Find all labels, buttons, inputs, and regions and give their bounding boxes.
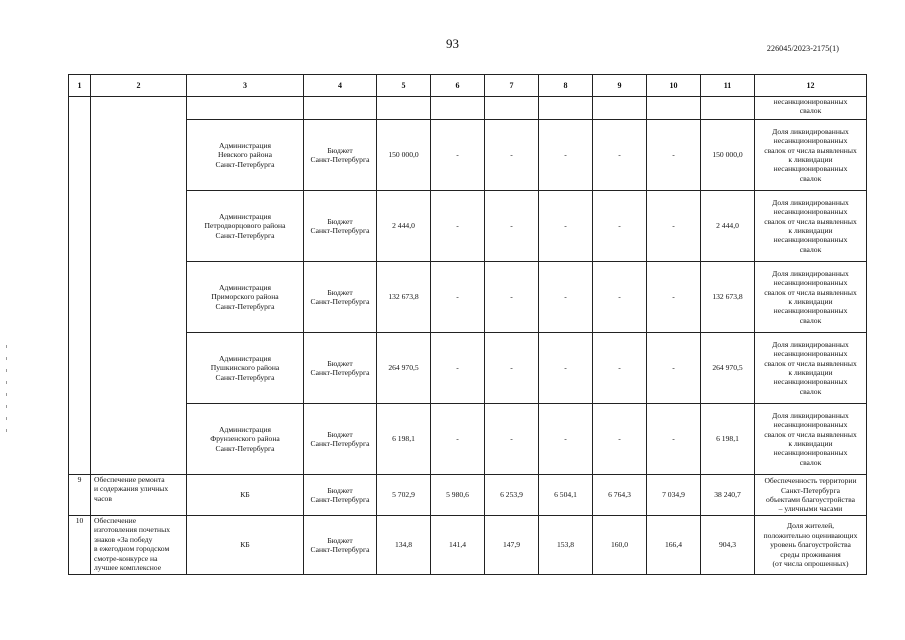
total-cell: 150 000,0 — [701, 120, 755, 191]
indicator-cell: Доля жителей, положительно оценивающих уровень благоустройства среды проживания (от числа опрошенных) — [755, 516, 867, 575]
source-cell: Бюджет Санкт-Петербурга — [304, 191, 377, 262]
value-cell: - — [431, 262, 485, 333]
value-cell: - — [647, 262, 701, 333]
value-cell: 5 702,9 — [377, 475, 431, 516]
value-cell — [701, 97, 755, 120]
source-cell: Бюджет Санкт-Петербурга — [304, 516, 377, 575]
executor-cell — [187, 97, 304, 120]
value-cell: 264 970,5 — [377, 333, 431, 404]
item-name-cell: Обеспечение изготовления почетных знаков «За победу в ежегодном городском смотре-конкурсе на лучшее комплексное — [91, 516, 187, 575]
total-cell: 38 240,7 — [701, 475, 755, 516]
total-cell: 904,3 — [701, 516, 755, 575]
indicator-text: несанкционированных свалок — [773, 97, 848, 116]
executor-cell: Администрация Фрунзенского района Санкт-Петербурга — [187, 404, 304, 475]
value-cell: 2 444,0 — [377, 191, 431, 262]
continuation-row — [69, 97, 867, 120]
value-cell: - — [431, 191, 485, 262]
table-row — [69, 475, 867, 516]
value-cell: - — [647, 191, 701, 262]
value-cell: 5 980,6 — [431, 475, 485, 516]
source-cell: Бюджет Санкт-Петербурга — [304, 333, 377, 404]
value-cell: 6 253,9 — [485, 475, 539, 516]
table-row — [69, 404, 867, 475]
value-cell: 166,4 — [647, 516, 701, 575]
value-cell: - — [647, 333, 701, 404]
executor-cell: Администрация Приморского района Санкт-Петербурга — [187, 262, 304, 333]
value-cell: - — [431, 404, 485, 475]
value-cell: - — [431, 333, 485, 404]
value-cell: - — [593, 404, 647, 475]
value-cell: - — [485, 404, 539, 475]
indicator-cell: Доля ликвидированных несанкционированных свалок от числа выявленных к ликвидации несанкционированных свалок — [755, 120, 867, 191]
value-cell — [485, 97, 539, 120]
indicator-cell: Доля ликвидированных несанкционированных свалок от числа выявленных к ликвидации несанкционированных свалок — [755, 262, 867, 333]
document-reference: 226045/2023-2175(1) — [766, 44, 839, 53]
column-header: 11 — [701, 75, 755, 97]
value-cell: - — [485, 191, 539, 262]
column-header: 9 — [593, 75, 647, 97]
executor-cell: Администрация Пушкинского района Санкт-Петербурга — [187, 333, 304, 404]
executor-cell: Администрация Невского района Санкт-Петербурга — [187, 120, 304, 191]
value-cell: - — [485, 333, 539, 404]
indicator-cell: Доля ликвидированных несанкционированных свалок от числа выявленных к ликвидации несанкционированных свалок — [755, 404, 867, 475]
total-cell: 132 673,8 — [701, 262, 755, 333]
value-cell — [377, 97, 431, 120]
value-cell: 134,8 — [377, 516, 431, 575]
value-cell — [431, 97, 485, 120]
source-cell: Бюджет Санкт-Петербурга — [304, 120, 377, 191]
column-header: 2 — [91, 75, 187, 97]
table-row — [69, 120, 867, 191]
value-cell: - — [593, 333, 647, 404]
value-cell: - — [539, 262, 593, 333]
scan-margin-marks — [6, 345, 8, 445]
item-name-cell: Обеспечение ремонта и содержания уличных часов — [91, 475, 187, 516]
value-cell — [539, 97, 593, 120]
value-cell — [647, 97, 701, 120]
column-header: 3 — [187, 75, 304, 97]
item-number-cell — [69, 97, 91, 475]
table-row — [69, 516, 867, 575]
value-cell: - — [539, 333, 593, 404]
value-cell: 132 673,8 — [377, 262, 431, 333]
value-cell: - — [647, 120, 701, 191]
value-cell: 6 504,1 — [539, 475, 593, 516]
value-cell: 141,4 — [431, 516, 485, 575]
value-cell: - — [647, 404, 701, 475]
total-cell: 264 970,5 — [701, 333, 755, 404]
indicator-cell — [755, 97, 867, 120]
column-header: 4 — [304, 75, 377, 97]
total-cell: 6 198,1 — [701, 404, 755, 475]
column-header: 10 — [647, 75, 701, 97]
value-cell: - — [593, 191, 647, 262]
value-cell: 150 000,0 — [377, 120, 431, 191]
budget-table — [68, 74, 867, 575]
value-cell — [593, 97, 647, 120]
total-cell: 2 444,0 — [701, 191, 755, 262]
table-row — [69, 191, 867, 262]
column-header: 12 — [755, 75, 867, 97]
value-cell: - — [539, 120, 593, 191]
value-cell: 6 198,1 — [377, 404, 431, 475]
table-row — [69, 262, 867, 333]
value-cell: 160,0 — [593, 516, 647, 575]
column-header: 6 — [431, 75, 485, 97]
value-cell: - — [539, 191, 593, 262]
value-cell: - — [431, 120, 485, 191]
value-cell: 153,8 — [539, 516, 593, 575]
executor-cell: Администрация Петродворцового района Санкт-Петербурга — [187, 191, 304, 262]
source-cell: Бюджет Санкт-Петербурга — [304, 262, 377, 333]
table-row — [69, 333, 867, 404]
value-cell: - — [593, 262, 647, 333]
source-cell: Бюджет Санкт-Петербурга — [304, 404, 377, 475]
column-header: 5 — [377, 75, 431, 97]
value-cell: - — [485, 120, 539, 191]
column-number-header — [69, 75, 867, 97]
column-header: 7 — [485, 75, 539, 97]
value-cell: 6 764,3 — [593, 475, 647, 516]
value-cell: - — [485, 262, 539, 333]
executor-cell: КБ — [187, 475, 304, 516]
value-cell: - — [539, 404, 593, 475]
value-cell: - — [593, 120, 647, 191]
indicator-cell: Доля ликвидированных несанкционированных свалок от числа выявленных к ликвидации несанкционированных свалок — [755, 333, 867, 404]
indicator-cell: Обеспеченность территории Санкт-Петербурга объектами благоустройства – уличными часами — [755, 475, 867, 516]
value-cell: 147,9 — [485, 516, 539, 575]
source-cell — [304, 97, 377, 120]
column-header: 8 — [539, 75, 593, 97]
item-name-cell — [91, 97, 187, 475]
page-number: 93 — [446, 36, 459, 51]
executor-cell: КБ — [187, 516, 304, 575]
item-number-cell: 10 — [69, 516, 91, 575]
source-cell: Бюджет Санкт-Петербурга — [304, 475, 377, 516]
item-number-cell: 9 — [69, 475, 91, 516]
column-header: 1 — [69, 75, 91, 97]
value-cell: 7 034,9 — [647, 475, 701, 516]
indicator-cell: Доля ликвидированных несанкционированных свалок от числа выявленных к ликвидации несанкционированных свалок — [755, 191, 867, 262]
